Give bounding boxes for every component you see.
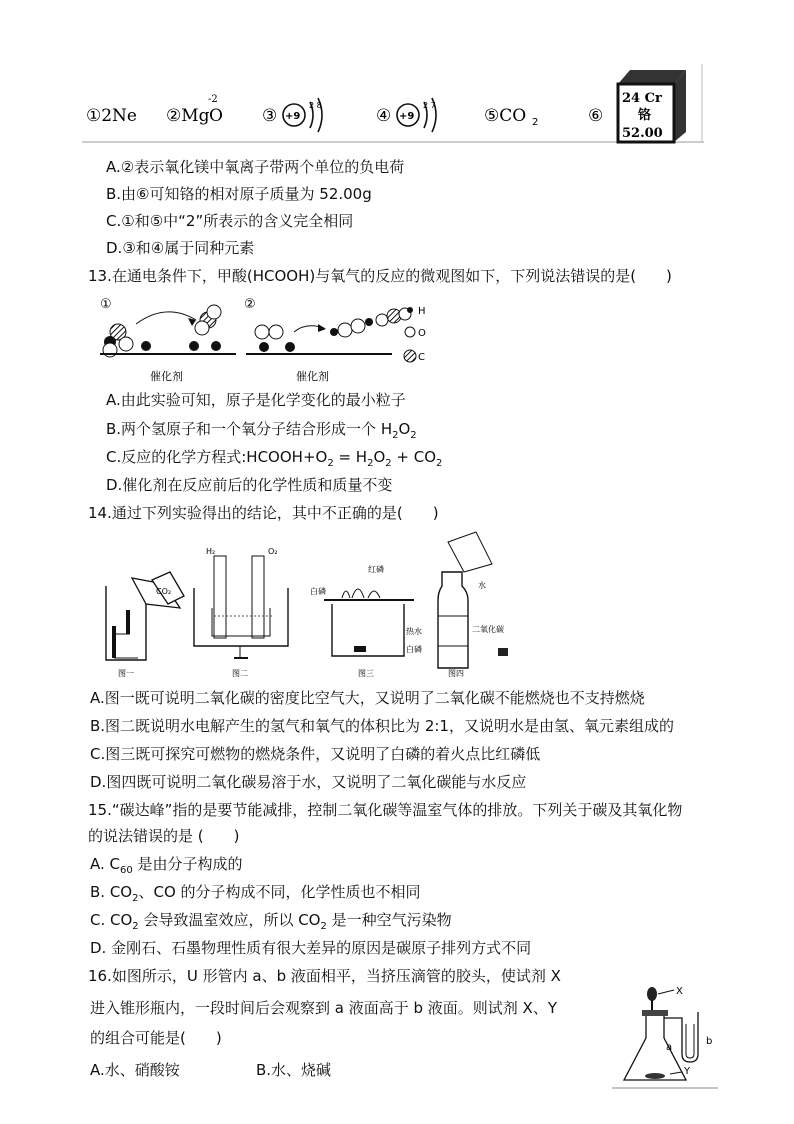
q13-b-o: O <box>398 420 411 438</box>
q13-figure-svg <box>96 292 430 384</box>
q13-catalyst-1: 催化剂 <box>150 370 183 383</box>
legend-c: C <box>418 352 425 363</box>
atom-3-shells: 2 8 <box>309 101 322 110</box>
symbol-3-label: ③ <box>262 106 278 126</box>
q13-b-sub2: 2 <box>410 430 417 441</box>
q16-stem-line-3: 的组合可能是( ) <box>90 1029 222 1047</box>
figure-4-bottle <box>438 532 508 678</box>
legend-o-dot <box>405 327 415 337</box>
symbol-mgo-o: O <box>209 106 223 126</box>
q15-a-post: 是由分子构成的 <box>132 855 243 873</box>
fig2-caption: 图二 <box>232 669 248 678</box>
q15-stem-line-2: 的说法错误的是 ( ) <box>88 827 240 845</box>
legend-h-dot <box>407 307 413 313</box>
q12-symbols-svg <box>82 64 704 146</box>
q13-option-b <box>106 419 417 446</box>
q15-option-a <box>90 854 243 881</box>
legend-h: H <box>418 306 426 317</box>
legend-o: O <box>418 328 426 339</box>
q13-option-d: D.催化剂在反应前后的化学性质和质量不变 <box>106 476 393 494</box>
q15-a-pre: A. C <box>90 855 121 873</box>
cr-mass: 52.00 <box>622 126 663 141</box>
q13-c-sub3: 2 <box>385 458 392 469</box>
q16-y-label: Y <box>684 1066 691 1077</box>
figure-3-combustion <box>310 564 422 678</box>
q16-figure-svg <box>612 984 722 1090</box>
symbol-4-label: ④ <box>376 106 392 126</box>
symbol-co2: ⑤CO <box>484 106 527 126</box>
figure-1-co2-candles <box>106 572 184 678</box>
chromium-element-cube <box>618 70 686 142</box>
symbol-2ne: ①2Ne <box>86 106 137 126</box>
symbol-6-label: ⑥ <box>588 106 604 126</box>
legend-c-dot <box>404 350 416 362</box>
q15-c-sub1: 2 <box>132 921 139 932</box>
fig4-caption: 图四 <box>448 669 464 678</box>
q15-stem-line-1: 15.“碳达峰”指的是要节能减排，控制二氧化碳等温室气体的排放。下列关于碳及其氧化物 <box>88 801 683 819</box>
q16-b-label: b <box>706 1036 713 1047</box>
fig2-o2-label: O₂ <box>268 547 278 556</box>
q13-stem: 13.在通电条件下，甲酸(HCOOH)与氧气的反应的微观图如下，下列说法错误的是( ) <box>88 267 672 285</box>
symbol-mgo-charge: -2 <box>208 94 218 105</box>
atom-4-nucleus: +9 <box>399 111 415 122</box>
fig3-white-p2-label: 白磷 <box>406 645 422 654</box>
q15-c-sub2: 2 <box>320 921 327 932</box>
fig2-h2-label: H₂ <box>206 547 216 556</box>
q15-b-pre: B. CO <box>90 883 133 901</box>
q13-option-c <box>106 447 442 474</box>
cr-number-symbol: 24 Cr <box>622 91 662 106</box>
q13-c-mid: = H <box>333 448 368 466</box>
q14-option-a: A.图一既可说明二氧化碳的密度比空气大，又说明了二氧化碳不能燃烧也不支持燃烧 <box>90 689 645 707</box>
cr-name: 铬 <box>638 108 652 123</box>
q14-experiments-figure <box>92 528 524 680</box>
q12-option-c: C.①和⑤中“2”所表示的含义完全相同 <box>106 212 354 230</box>
q14-option-d: D.图四既可说明二氧化碳易溶于水，又说明了二氧化碳能与水反应 <box>90 773 527 791</box>
q15-b-post: 、CO 的分子构成不同，化学性质也不相同 <box>138 883 421 901</box>
q15-b-sub: 2 <box>132 893 139 904</box>
q15-c-post: 是一种空气污染物 <box>326 911 452 929</box>
q12-symbols-figure <box>82 64 704 146</box>
q13-c-o: O <box>373 448 386 466</box>
q16-a-label: a <box>666 1042 673 1053</box>
q14-option-b: B.图二既说明水电解产生的氢气和氧气的体积比为 2:1，又说明水是由氢、氧元素组成的 <box>90 717 674 735</box>
q16-flask-figure <box>612 984 722 1090</box>
q14-stem: 14.通过下列实验得出的结论，其中不正确的是( ) <box>88 504 439 522</box>
q15-a-sub: 60 <box>120 865 133 876</box>
atom-4-shells: 2 7 <box>423 101 436 110</box>
fig1-co2-label: CO₂ <box>156 587 172 596</box>
fig3-caption: 图三 <box>358 669 374 678</box>
fig1-caption: 图一 <box>118 669 134 678</box>
fig3-red-p-label: 红磷 <box>368 565 384 574</box>
fig4-water-label: 水 <box>478 581 486 590</box>
q13-step-2: ② <box>244 297 256 312</box>
q15-c-pre: C. CO <box>90 911 133 929</box>
atom-diagram-3 <box>283 98 322 132</box>
q12-option-a: A.②表示氧化镁中氧离子带两个单位的负电荷 <box>106 158 405 176</box>
q15-option-b <box>90 882 421 909</box>
q14-figure-svg <box>92 528 524 680</box>
q16-option-a: A.水、硝酸铵 <box>90 1061 180 1079</box>
fig4-co2-label: 二氧化碳 <box>472 625 504 634</box>
q15-option-d: D. 金刚石、石墨物理性质有很大差异的原因是碳原子排列方式不同 <box>90 939 532 957</box>
atom-3-nucleus: +9 <box>285 111 301 122</box>
q13-c-text: C.反应的化学方程式:HCOOH+O <box>106 448 328 466</box>
q16-x-label: X <box>676 986 683 997</box>
figure-2-electrolysis <box>194 547 288 678</box>
fig3-white-p-label: 白磷 <box>310 587 326 596</box>
q16-stem-line-2: 进入锥形瓶内，一段时间后会观察到 a 液面高于 b 液面。则试剂 X、Y <box>90 999 557 1017</box>
q15-c-mid: 会导致温室效应，所以 CO <box>138 911 321 929</box>
atom-diagram-4 <box>397 98 436 132</box>
q13-catalyst-2: 催化剂 <box>296 370 329 383</box>
q15-option-c <box>90 910 452 937</box>
q16-option-b: B.水、烧碱 <box>256 1061 332 1079</box>
symbol-co2-sub: 2 <box>532 117 539 128</box>
q13-b-text: B.两个氢原子和一个氧分子结合形成一个 H <box>106 420 393 438</box>
q13-c-sub1: 2 <box>327 458 334 469</box>
fig3-hot-water-label: 热水 <box>406 627 422 636</box>
q13-c-co: + CO <box>391 448 437 466</box>
q14-option-c: C.图三既可探究可燃物的燃烧条件，又说明了白磷的着火点比红磷低 <box>90 745 541 763</box>
q12-option-d: D.③和④属于同种元素 <box>106 239 255 257</box>
q13-microscopic-figure <box>96 292 430 384</box>
q13-b-sub1: 2 <box>392 430 399 441</box>
q16-stem-line-1: 16.如图所示，U 形管内 a、b 液面相平，当挤压滴管的胶头，使试剂 X <box>88 967 561 985</box>
q13-step-1: ① <box>100 297 112 312</box>
q13-option-a: A.由此实验可知，原子是化学变化的最小粒子 <box>106 391 406 409</box>
q12-option-b: B.由⑥可知铬的相对原子质量为 52.00g <box>106 185 372 203</box>
q13-c-sub2: 2 <box>367 458 374 469</box>
q13-c-sub4: 2 <box>436 458 443 469</box>
symbol-mgo: ②Mg <box>166 106 210 126</box>
